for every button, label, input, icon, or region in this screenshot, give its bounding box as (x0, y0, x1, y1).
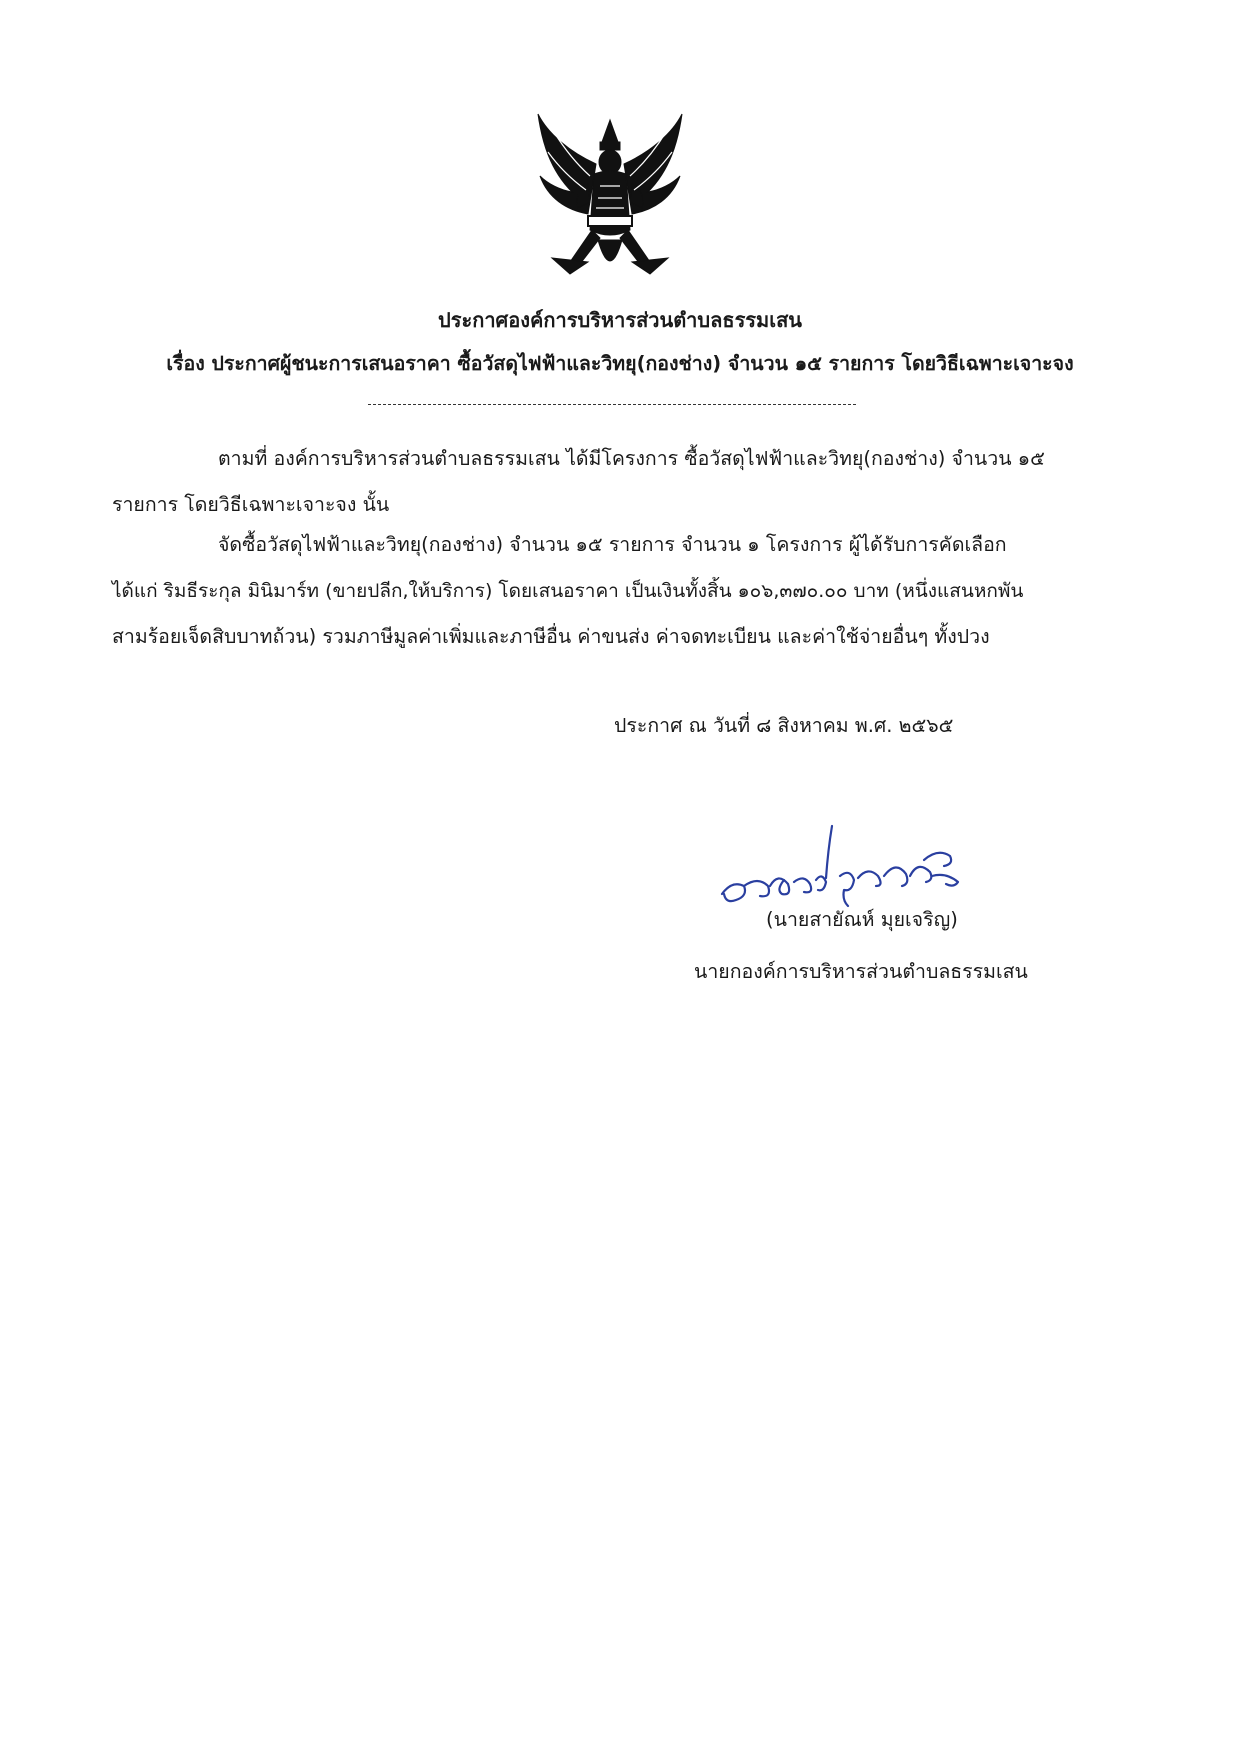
signer-name: (นายสายัณห์ มุยเจริญ) (766, 908, 958, 931)
announcement-title: ประกาศองค์การบริหารส่วนตำบลธรรมเสน (438, 308, 802, 332)
paragraph-1-line-1: ตามที่ องค์การบริหารส่วนตำบลธรรมเสน ได้มีโครงการ ซื้อวัสดุไฟฟ้าและวิทยุ(กองช่าง) จำนวน ๑๕ (218, 447, 1045, 470)
paragraph-2-line-1: จัดซื้อวัสดุไฟฟ้าและวิทยุ(กองช่าง) จำนวน ๑๕ รายการ จำนวน ๑ โครงการ ผู้ได้รับการคัดเลือก (218, 533, 1007, 556)
handwritten-signature (718, 820, 968, 910)
announcement-date: ประกาศ ณ วันที่ ๘ สิงหาคม พ.ศ. ๒๕๖๕ (614, 714, 954, 737)
dashed-divider (368, 404, 856, 405)
paragraph-2-line-3: สามร้อยเจ็ดสิบบาทถ้วน) รวมภาษีมูลค่าเพิ่มและภาษีอื่น ค่าขนส่ง ค่าจดทะเบียน และค่าใช้จ่ายอื่นๆ ทั้งปวง (112, 625, 990, 648)
garuda-emblem-icon (530, 112, 690, 292)
signer-position: นายกองค์การบริหารส่วนตำบลธรรมเสน (694, 960, 1028, 983)
announcement-subject: เรื่อง ประกาศผู้ชนะการเสนอราคา ซื้อวัสดุไฟฟ้าและวิทยุ(กองช่าง) จำนวน ๑๕ รายการ โดยวิธีเฉพาะเจาะจง (166, 352, 1074, 375)
paragraph-1-line-2: รายการ โดยวิธีเฉพาะเจาะจง นั้น (112, 493, 390, 516)
paragraph-2-line-2: ได้แก่ ริมธีระกุล มินิมาร์ท (ขายปลีก,ให้บริการ) โดยเสนอราคา เป็นเงินทั้งสิ้น ๑๐๖,๓๗๐.๐๐ บาท (หนึ่งแสนหกพัน (112, 580, 1024, 602)
